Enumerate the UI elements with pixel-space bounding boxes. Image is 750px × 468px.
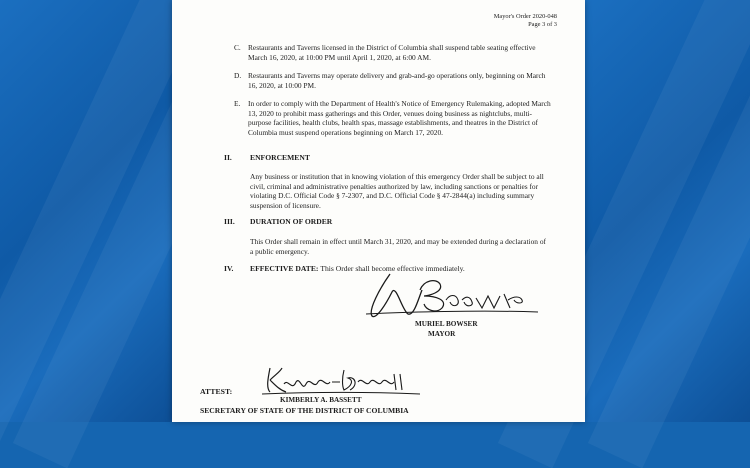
order-number: Mayor's Order 2020-048	[493, 13, 557, 20]
item-text: Restaurants and Taverns may operate delivery and grab-and-go operations only, beginning on March 16, 2020, at 10:00 PM.	[248, 71, 546, 90]
background-right-panel	[585, 0, 750, 422]
item-label: D.	[234, 71, 242, 80]
item-label: C.	[234, 43, 241, 52]
list-item-d	[234, 71, 552, 90]
mayor-title: MAYOR	[428, 330, 456, 338]
section-title-enforcement: ENFORCEMENT	[250, 153, 310, 162]
list-item-c	[234, 43, 552, 62]
attest-label: ATTEST:	[200, 387, 233, 396]
section-number-enforcement: II.	[224, 153, 232, 162]
document-page	[172, 0, 585, 422]
list-item-e	[234, 99, 552, 137]
item-label: E.	[234, 99, 241, 108]
effective-date-text: This Order shall become effective immediately.	[320, 264, 465, 273]
page-header	[494, 13, 557, 29]
mayor-name: MURIEL BOWSER	[415, 320, 478, 328]
item-text: Restaurants and Taverns licensed in the District of Columbia shall suspend table seating effective March 16, 2020, at 10:00 PM until April 1, 2020, at 6:00 AM.	[248, 43, 536, 62]
section-text-duration: This Order shall remain in effect until March 31, 2020, and may be extended during a declaration of a public emergency.	[250, 237, 547, 256]
effective-date-label: EFFECTIVE DATE:	[250, 264, 319, 273]
section-number-duration: III.	[224, 217, 235, 226]
background-left-panel	[0, 0, 172, 422]
attest-title: SECRETARY OF STATE OF THE DISTRICT OF COLUMBIA	[200, 406, 409, 415]
attest-signature	[262, 364, 422, 398]
mayor-signature	[362, 270, 542, 322]
page-number: Page 3 of 3	[528, 21, 557, 28]
attest-name: KIMBERLY A. BASSETT	[280, 396, 362, 404]
section-number-effective: IV.	[224, 264, 234, 273]
section-text-enforcement: Any business or institution that in knowing violation of this emergency Order shall be subject to all civil, criminal and administrative penalties authorized by law, including sanctions or penalties for violating D.C. Official Code § 7-2307, and D.C. Official Code § 47-2844(a) including summary suspension of licensure.	[250, 172, 544, 210]
section-title-duration: DURATION OF ORDER	[250, 217, 333, 226]
item-text: In order to comply with the Department of Health's Notice of Emergency Rulemaking, adopted March 13, 2020 to prohibit mass gatherings and this Order, venues doing business as nightclubs, multi-purpose facilities, health clubs, health spas, massage establishments, and theatres in the District of Columbia must suspend operations beginning on March 17, 2020.	[248, 99, 551, 137]
